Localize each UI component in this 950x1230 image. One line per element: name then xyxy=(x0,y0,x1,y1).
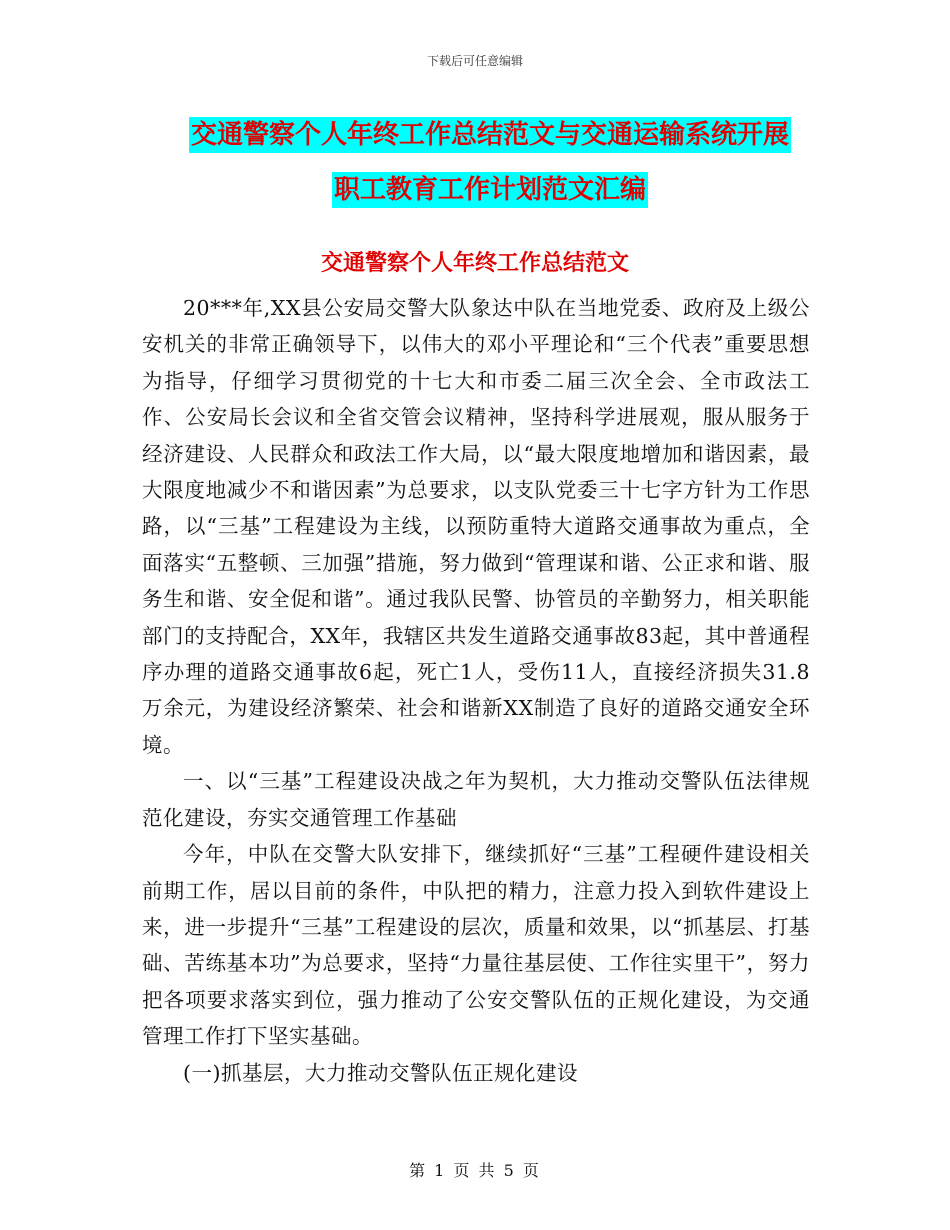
paragraph: 今年，中队在交警大队安排下，继续抓好“三基”工程硬件建设相关前期工作，居以目前的条件，中队把的精力，注意力投入到软件建设上来，进一步提升“三基”工程建设的层次，质量和效果，以“抓基层、打基础、苦练基本功”为总要求，坚持“力量往基层使、工作往实里干”，努力把各项要求落实到位，强力推动了公安交警队伍的正规化建设，为交通管理工作打下坚实基础。 xyxy=(142,842,810,1049)
paragraph: 20***年,XX县公安局交警大队象达中队在当地党委、政府及上级公安机关的非常正确领导下，以伟大的邓小平理论和“三个代表”重要思想为指导，仔细学习贯彻党的十七大和市委二届三次全会、全市政法工作、公安局长会议和全省交管会议精神，坚持科学进展观，服从服务于经济建设、人民群众和政法工作大局，以“最大限度地增加和谐因素，最大限度地减少不和谐因素”为总要求，以支队党委三十七字方针为工作思路，以“三基”工程建设为主线，以预防重特大道路交通事故为重点，全面落实“五整顿、三加强”措施，努力做到“管理谋和谐、公正求和谐、服务生和谐、安全促和谐”。通过我队民警、协管员的辛勤努力，相关职能部门的支持配合，XX年，我辖区共发生道路交通事故83起，其中普通程序办理的道路交通事故6起，死亡1人，受伤11人，直接经济损失31.8万余元，为建设经济繁荣、社会和谐新XX制造了良好的道路交通安全环境。 xyxy=(142,296,810,757)
body-text xyxy=(142,290,810,1091)
document-title xyxy=(140,112,840,219)
document-title-line-1: 交通警察个人年终工作总结范文与交通运输系统开展 xyxy=(189,117,791,153)
page-number: 第 1 页 共 5 页 xyxy=(409,1161,541,1180)
document-title-line-2: 职工教育工作计划范文汇编 xyxy=(332,172,648,208)
page-header-note: 下载后可任意编辑 xyxy=(426,54,523,68)
paragraph: 一、以“三基”工程建设决战之年为契机，大力推动交警队伍法律规范化建设，夯实交通管理工作基础 xyxy=(142,769,810,830)
paragraph: (一)抓基层，大力推动交警队伍正规化建设 xyxy=(183,1060,578,1085)
section-heading: 交通警察个人年终工作总结范文 xyxy=(320,251,629,276)
